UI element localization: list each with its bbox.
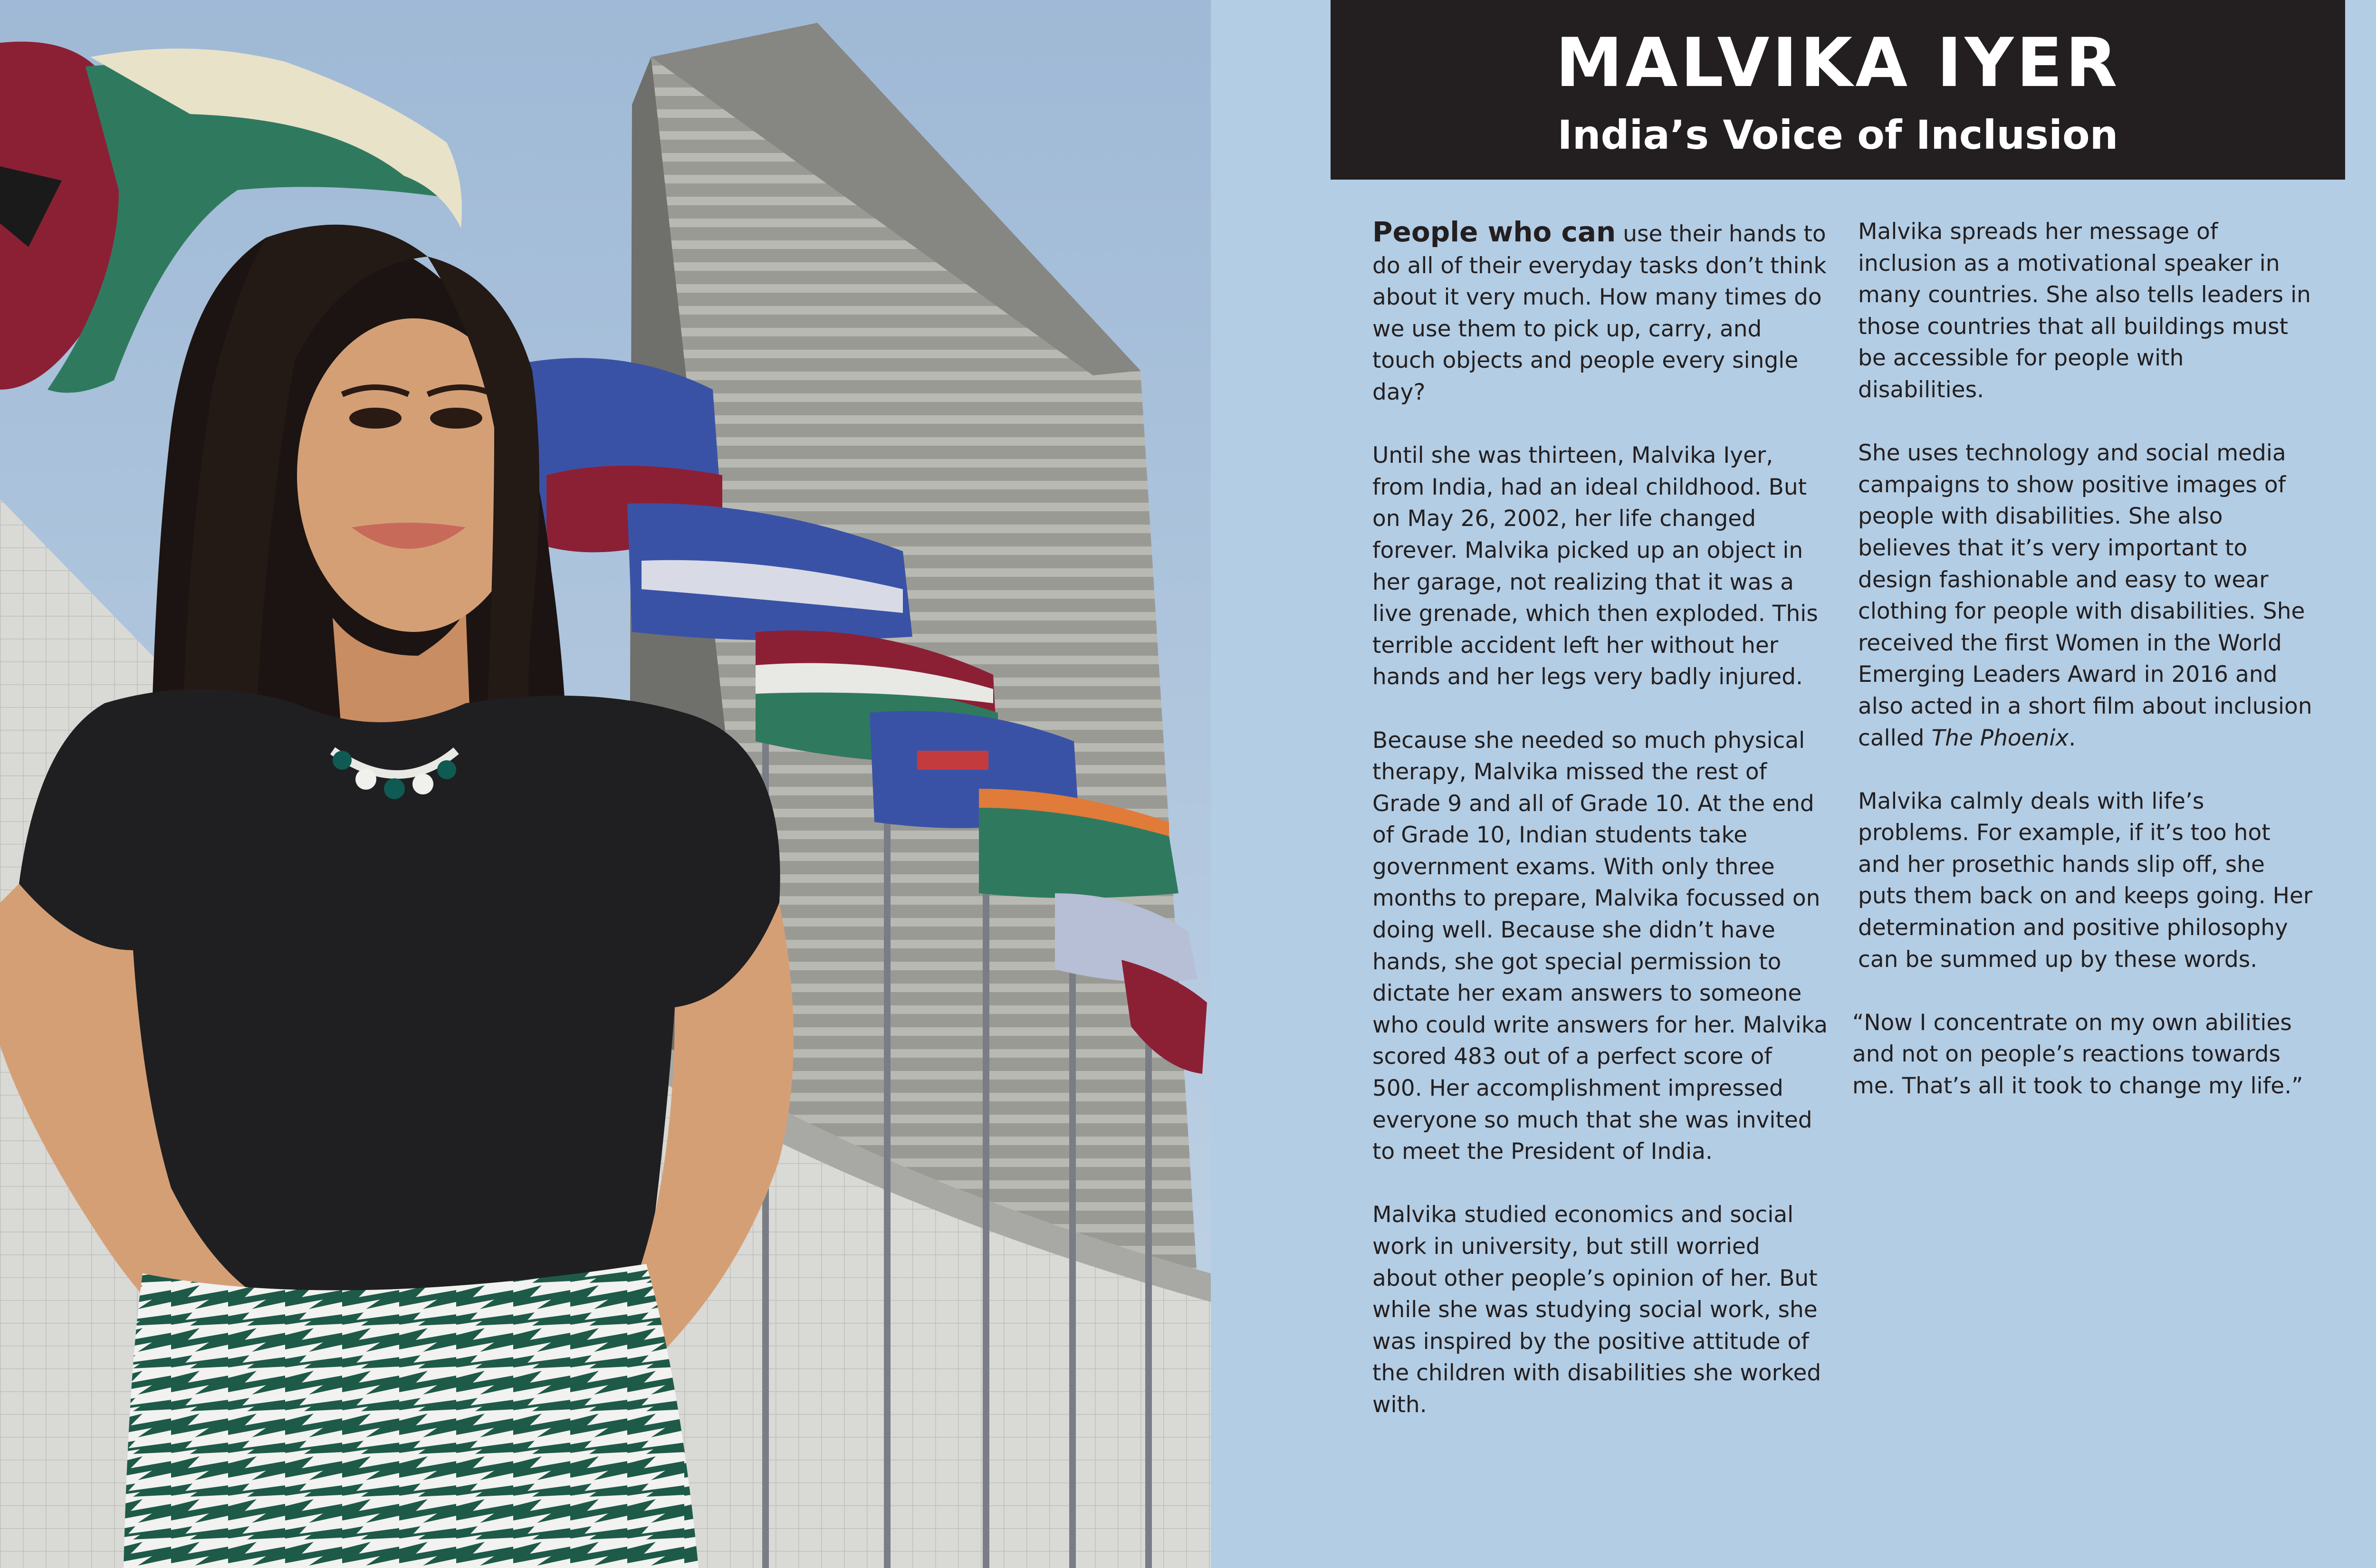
title-banner: [1331, 0, 2345, 180]
article-column-right: [1852, 216, 2314, 1134]
article-column-left: [1372, 216, 1829, 1453]
article-paragraph: Malvika spreads her message of inclusion as a motivational speaker in many countries. She also tells leaders in those countries that all buildings must be accessible for people with disabilities.: [1858, 219, 2311, 403]
article-paragraph: [1858, 438, 2314, 754]
quote: “Now I concentrate on my own abilities and not on people’s reactions towards me. That’s all it took to change my life.”: [1852, 1009, 2303, 1100]
page-subtitle: India’s Voice of Inclusion: [1557, 112, 2118, 158]
lead-continuation: use their hands to do all of their everyday tasks don’t think about it very much. How many times do we use them to pick up, carry, and touch objects and people every single day?: [1372, 221, 1827, 405]
film-title: The Phoenix: [1931, 725, 2069, 751]
paragraph-end: .: [2069, 725, 2076, 751]
paragraph-text: She uses technology and social media campaigns to show positive images of people with disabilities. She also believes that it’s very important to design fashionable and easy to wear clothing for people with disabilities. She received the first Women in the World Emerging Leaders Award in 2016 and also acted in a short film about inclusion called: [1858, 440, 2312, 751]
page-title: MALVIKA IYER: [1555, 24, 2120, 102]
article-paragraph: [1372, 216, 1829, 409]
article-paragraph: Malvika studied economics and social work in university, but still worried about other people’s opinion of her. But while she was studying social work, she was inspired by the positive attitude of the children with disabilities she worked with.: [1372, 1202, 1821, 1418]
article-paragraph: Until she was thirteen, Malvika Iyer, from India, had an ideal childhood. But on May 26, 2002, her life changed forever. Malvika picked up an object in her garage, not realizing that it was a live grenade, which then exploded. This terrible accident left her without her hands and her legs very badly injured.: [1372, 442, 1818, 690]
article-paragraph: Malvika calmly deals with life’s problems. For example, if it’s too hot and her prosethic hands slip off, she puts them back on and keeps going. Her determination and positive philosophy can be summed up by these words.: [1858, 788, 2313, 973]
lead-text: People who can: [1372, 216, 1616, 248]
skirt: [124, 1264, 699, 1568]
article-paragraph: Because she needed so much physical therapy, Malvika missed the rest of Grade 9 and all of Grade 10. At the end of Grade 10, Indian students take government exams. With only three months to prepare, Malvika focussed on doing well. Because she didn’t have hands, she got special permission to dictate her exam answers to someone who could write answers for her. Malvika scored 483 out of a perfect score of 500. Her accomplishment impressed everyone so much that she was invited to meet the President of India.: [1372, 727, 1828, 1165]
